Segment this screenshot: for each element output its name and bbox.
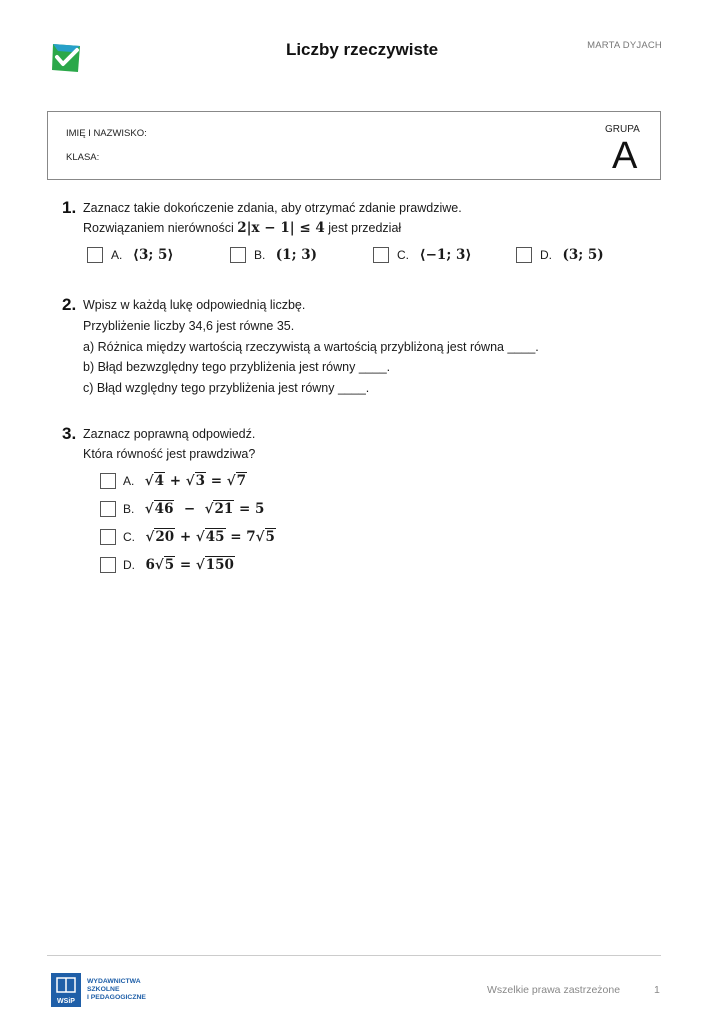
q3-option-d: D. 6√5 = √150	[123, 557, 234, 573]
copyright-notice: Wszelkie prawa zastrzeżone	[487, 984, 621, 996]
question-2-part-c: c) Błąd względny tego przybliżenia jest równy ____.	[83, 381, 370, 395]
publisher-line-1: WYDAWNICTWA	[87, 978, 141, 985]
question-2-instruction: Wpisz w każdą lukę odpowiednią liczbę.	[83, 298, 306, 312]
radicand: 3	[195, 473, 206, 489]
q1-option-d-checkbox[interactable]	[516, 247, 532, 263]
name-label: IMIĘ I NAZWISKO:	[66, 128, 147, 139]
q1-option-c-checkbox[interactable]	[373, 247, 389, 263]
radicand: 20	[155, 529, 175, 545]
question-3-number: 3.	[62, 424, 77, 443]
radicand: 21	[214, 501, 234, 517]
question-3-prompt: Która równość jest prawdziwa?	[83, 447, 256, 461]
equals: = 5	[238, 501, 265, 517]
q1-option-c	[397, 246, 472, 264]
group-label: GRUPA	[605, 124, 640, 135]
q3-option-c: C. √20 + √45 = 7√5	[123, 529, 275, 545]
option-label: B.	[254, 248, 266, 262]
question-1-prompt-text: Rozwiązaniem nierówności	[83, 221, 234, 235]
coefficient: 6	[145, 557, 155, 573]
equals: = 7	[230, 529, 256, 545]
equals: =	[179, 557, 192, 573]
question-2-part-b: b) Błąd bezwzględny tego przybliżenia jest równy ____.	[83, 360, 391, 374]
q3-option-d-checkbox[interactable]	[100, 557, 116, 573]
radicand: 5	[164, 557, 175, 573]
option-label: C.	[123, 530, 135, 544]
question-1-prompt	[83, 220, 401, 236]
wsip-logo-icon	[51, 973, 81, 1007]
q1-option-b-checkbox[interactable]	[230, 247, 246, 263]
group-value: A	[612, 135, 638, 177]
question-2-context: Przybliżenie liczby 34,6 jest równe 35.	[83, 319, 295, 333]
option-value: (1; 3)	[275, 247, 318, 263]
option-label: B.	[123, 502, 135, 516]
operator: +	[169, 473, 182, 489]
class-label: KLASA:	[66, 152, 100, 163]
q3-option-a: A. √4 + √3 = √7	[123, 473, 247, 489]
radicand: 5	[265, 529, 275, 545]
q1-option-b	[254, 246, 317, 264]
q1-option-d	[540, 246, 604, 264]
question-3-instruction: Zaznacz poprawną odpowiedź.	[83, 427, 256, 441]
option-label: A.	[123, 474, 135, 488]
operator: −	[183, 501, 196, 517]
student-info-box	[47, 111, 661, 180]
q1-option-a-checkbox[interactable]	[87, 247, 103, 263]
q3-option-b-checkbox[interactable]	[100, 501, 116, 517]
radicand: 4	[154, 473, 165, 489]
q3-option-a-checkbox[interactable]	[100, 473, 116, 489]
publisher-name	[87, 978, 146, 1002]
question-1-number: 1.	[62, 198, 77, 217]
author-name: MARTA DYJACH	[587, 40, 662, 51]
radicand: 150	[205, 557, 234, 573]
question-1-inequality: 2|x − 1| ≤ 4	[237, 220, 325, 236]
q3-option-b: B. √46 − √21 = 5	[123, 501, 265, 517]
radicand: 7	[236, 473, 247, 489]
q3-option-c-checkbox[interactable]	[100, 529, 116, 545]
question-2-part-a: a) Różnica między wartością rzeczywistą a wartością przybliżoną jest równa ____.	[83, 340, 539, 354]
option-label: C.	[397, 248, 409, 262]
q1-option-a	[111, 246, 174, 264]
radicand: 45	[205, 529, 225, 545]
publisher-line-3: I PEDAGOGICZNE	[87, 994, 146, 1001]
page-title: Liczby rzeczywiste	[285, 40, 439, 59]
option-label: D.	[123, 558, 135, 572]
question-2-number: 2.	[62, 295, 77, 314]
equals: =	[210, 473, 223, 489]
option-value: ⟨−1; 3⟩	[419, 247, 472, 263]
option-value: (3; 5)	[562, 247, 604, 263]
option-label: D.	[540, 248, 552, 262]
operator: +	[179, 529, 192, 545]
question-1-instruction: Zaznacz takie dokończenie zdania, aby otrzymać zdanie prawdziwe.	[83, 201, 462, 215]
page-number: 1	[654, 984, 660, 996]
publisher-abbr: WSiP	[57, 998, 75, 1005]
radicand: 46	[154, 501, 174, 517]
option-label: A.	[111, 248, 123, 262]
publisher-line-2: SZKOLNE	[87, 986, 120, 993]
footer-divider	[47, 955, 661, 956]
question-1-prompt-suffix: jest przedział	[328, 221, 402, 235]
option-value: ⟨3; 5⟩	[132, 247, 174, 263]
